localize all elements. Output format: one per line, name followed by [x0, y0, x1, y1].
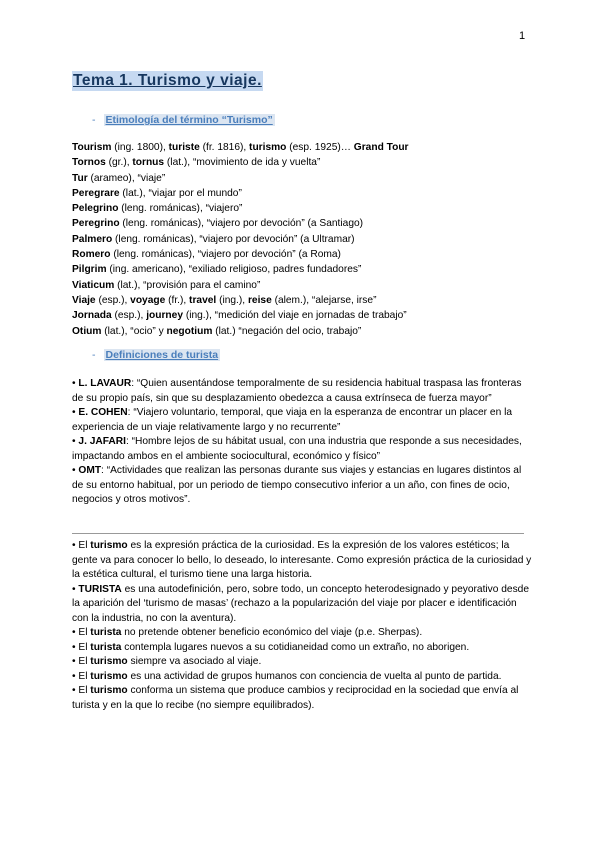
bold-term: Pelegrino	[72, 203, 119, 215]
etymology-line	[72, 171, 532, 186]
bold-term: Peregrare	[72, 187, 120, 199]
etymology-line	[72, 186, 532, 201]
page-title: Tema 1. Turismo y viaje.	[73, 72, 262, 89]
text-run: • El	[72, 685, 91, 696]
text-run: (arameo), “viaje”	[87, 172, 166, 184]
text-run: (lat.), “ocio” y	[101, 325, 167, 337]
etymology-line	[72, 201, 532, 216]
bold-term: OMT	[78, 465, 102, 476]
bold-term: Grand Tour	[353, 142, 409, 153]
text-run: (fr. 1816),	[199, 142, 250, 153]
text-run: (ing.), “medición del viaje en jornadas de trabajo”	[182, 310, 407, 322]
etymology-line	[72, 140, 532, 155]
text-run: • El	[72, 627, 91, 638]
bold-term: TURISTA	[78, 583, 122, 595]
notes-list	[72, 539, 532, 713]
note-item	[72, 539, 532, 583]
text-run: •	[72, 583, 79, 595]
text-run: •	[72, 436, 79, 447]
text-run: (ing. 1800),	[111, 142, 169, 153]
definition-item	[72, 377, 532, 406]
bold-term: turismo	[90, 656, 128, 667]
bold-term: reise	[247, 294, 272, 306]
text-run: (leng. románicas), “viajero por devoción” (a Santiago)	[119, 218, 364, 230]
bold-term: Tur	[72, 172, 88, 184]
page-number: 1	[519, 30, 526, 42]
text-run: siempre va asociado al viaje.	[127, 656, 262, 667]
bold-term: turiste	[168, 142, 200, 153]
definition-item	[72, 406, 532, 435]
etymology-line	[72, 247, 532, 262]
bold-term: Tourism	[72, 142, 112, 153]
bold-term: Peregrino	[72, 218, 120, 230]
bold-term: Palmero	[72, 233, 113, 245]
text-run: (ing.),	[216, 294, 248, 306]
text-run: es la expresión práctica de la curiosidad. Es la expresión de los valores estéticos; la gente va para conocer lo bello, lo deseado, lo interesante. Como expresión práctica de la curiosidad y la estética cultural, el turismo tiene una larga historia.	[72, 540, 532, 580]
text-run: • El	[72, 656, 91, 667]
bold-term: L. LAVAUR	[78, 378, 132, 389]
text-run: conforma un sistema que produce cambios y reciprocidad en la sociedad que envía al turista y en la que lo recibe (no siempre equilibrados).	[72, 685, 519, 711]
text-run: • El	[72, 641, 91, 653]
text-run: (fr.),	[165, 294, 190, 306]
bold-term: Pilgrim	[72, 264, 107, 276]
bold-term: turismo	[90, 685, 128, 696]
bold-term: travel	[189, 294, 217, 306]
text-run: (leng. románicas), “viajero por devoción” (a Roma)	[110, 249, 341, 261]
bold-term: Viaticum	[72, 279, 115, 291]
heading-bullet: -	[92, 114, 96, 126]
text-run: no pretende obtener beneficio económico del viaje (p.e. Sherpas).	[121, 627, 423, 638]
definitions-heading-text: Definiciones de turista	[105, 349, 219, 361]
etymology-heading	[92, 113, 275, 127]
note-item	[72, 684, 532, 713]
etymology-line	[72, 216, 532, 231]
text-run: (leng. románicas), “viajero”	[118, 203, 243, 215]
text-run: contempla lugares nuevos a su cotidianeidad como un extraño, no aborigen.	[121, 641, 470, 653]
bold-term: turista	[90, 627, 122, 638]
etymology-line	[72, 308, 532, 323]
etymology-line	[72, 278, 532, 293]
definitions-heading	[92, 348, 220, 362]
text-run: (lat.), “viajar por el mundo”	[119, 187, 242, 199]
bold-term: E. COHEN	[78, 407, 128, 418]
bold-term: Tornos	[72, 157, 106, 169]
bold-term: voyage	[130, 294, 166, 306]
etymology-line	[72, 155, 532, 170]
bold-term: turista	[90, 641, 122, 653]
bold-term: turismo	[249, 142, 287, 153]
note-item	[72, 655, 532, 670]
text-run: (esp.),	[95, 294, 131, 306]
bold-term: J. JAFARI	[78, 436, 126, 447]
bold-term: Otium	[72, 325, 102, 337]
text-run: •	[72, 407, 79, 418]
etymology-list	[72, 140, 532, 339]
bold-term: tornus	[132, 157, 165, 169]
bold-term: Viaje	[72, 294, 96, 306]
text-run: (esp. 1925)…	[286, 142, 354, 153]
note-item	[72, 583, 532, 627]
text-run: : “Actividades que realizan las personas durante sus viajes y estancias en lugares distintos al de su entorno habitual, por un periodo de tiempo consecutivo inferior a un año, con fines de ocio, negocios y otros motivos”.	[72, 465, 522, 505]
text-run: •	[72, 378, 79, 389]
etymology-heading-text: Etimología del término “Turismo”	[105, 114, 273, 126]
bold-term: journey	[146, 310, 183, 322]
text-run: : “Viajero voluntario, temporal, que viaja en la esperanza de encontrar un placer en la experiencia de un viaje relativamente largo y no recurrente”	[72, 407, 512, 433]
bold-term: Romero	[72, 249, 111, 261]
text-run: (lat.) “negación del ocio, trabajo”	[212, 325, 362, 337]
note-item	[72, 670, 532, 685]
text-run: : “Hombre lejos de su hábitat usual, con una industria que responde a sus necesidades, impactando ambos en el ambiente sociocultural, económico y físico”	[72, 436, 522, 462]
note-item	[72, 626, 532, 641]
bold-term: negotium	[166, 325, 213, 337]
text-run: (leng. románicas), “viajero por devoción” (a Ultramar)	[112, 233, 355, 245]
definition-item	[72, 464, 532, 508]
text-run: (ing. americano), “exiliado religioso, padres fundadores”	[106, 264, 362, 276]
etymology-line	[72, 232, 532, 247]
text-run: •	[72, 465, 79, 476]
etymology-line	[72, 293, 532, 308]
etymology-line	[72, 262, 532, 277]
text-run: (alem.), “alejarse, irse”	[271, 294, 377, 306]
bold-term: turismo	[90, 540, 128, 551]
text-run: : “Quien ausentándose temporalmente de su residencia habitual traspasa las fronteras de su propio país, sin que su desplazamiento obedezca a causa extrínseca de fuerza mayor”	[72, 378, 522, 404]
bold-term: turismo	[90, 670, 128, 682]
text-run: • El	[72, 540, 91, 551]
text-run: (gr.),	[105, 157, 133, 169]
text-run: es una actividad de grupos humanos con conciencia de vuelta al punto de partida.	[127, 670, 502, 682]
etymology-line	[72, 324, 532, 339]
definitions-list	[72, 377, 532, 508]
text-run: • El	[72, 670, 91, 682]
heading-bullet: -	[92, 349, 96, 361]
bold-term: Jornada	[72, 310, 112, 322]
divider	[72, 533, 524, 534]
text-run: (esp.),	[111, 310, 147, 322]
text-run: (lat.), “movimiento de ida y vuelta”	[164, 157, 321, 169]
text-run: es una autodefinición, pero, sobre todo, un concepto heterodesignado y peyorativo desde la aparición del ‘turismo de masas’ (rechazo a la popularización del viaje por placer e identificación con la industria, no con la aventura).	[72, 583, 530, 624]
definition-item	[72, 435, 532, 464]
note-item	[72, 641, 532, 656]
text-run: (lat.), “provisión para el camino”	[114, 279, 261, 291]
